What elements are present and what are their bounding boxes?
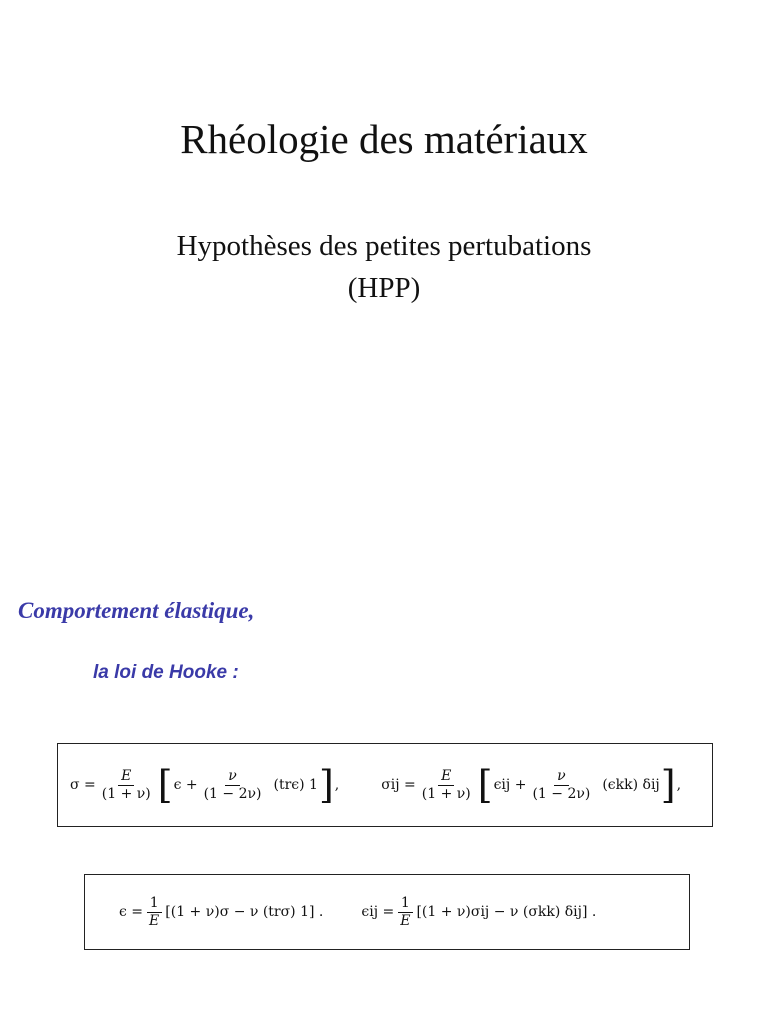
fraction-numerator: 1 (398, 895, 413, 913)
strain-tensor-equation (119, 895, 323, 930)
fraction-numerator: ν (225, 768, 240, 786)
subtitle-line-2: (HPP) (347, 272, 421, 304)
eq-lhs: ϵij = (361, 904, 395, 920)
fraction-numerator: E (438, 768, 454, 786)
stress-index-equation (381, 763, 682, 807)
eq-body: [(1 + ν)σ − ν (trσ) 1] . (165, 904, 324, 920)
eq-lhs: ϵ = (119, 904, 144, 920)
fraction-numerator: ν (554, 768, 569, 786)
bracket-open: [ (157, 763, 173, 807)
eq-end: , (676, 777, 682, 793)
subtitle-line-1: Hypothèses des petites pertubations (176, 230, 592, 262)
fraction-numerator: 1 (147, 895, 162, 913)
fraction-denominator: (1 − 2ν) (203, 785, 262, 802)
fraction (146, 895, 162, 930)
fraction (201, 768, 265, 803)
fraction (529, 768, 593, 803)
fraction (397, 895, 413, 930)
eq-term: ϵ + (173, 777, 198, 793)
strain-index-equation (361, 895, 596, 930)
section-heading: Comportement élastique, (18, 598, 255, 623)
fraction-numerator: E (118, 768, 134, 786)
slide-title: Rhéologie des matériaux (180, 116, 588, 162)
fraction-denominator: E (149, 912, 160, 929)
bracket-close: ] (660, 763, 676, 807)
hooke-stress-box (57, 743, 713, 827)
stress-tensor-equation (70, 763, 340, 807)
eq-lhs: σij = (381, 777, 416, 793)
eq-lhs: σ = (70, 777, 96, 793)
fraction-denominator: (1 + ν) (101, 785, 151, 802)
bracket-close: ] (318, 763, 334, 807)
eq-term: (trϵ) 1 (273, 777, 318, 793)
fraction-denominator: E (400, 912, 411, 929)
fraction-denominator: (1 − 2ν) (532, 785, 591, 802)
subsection-heading: la loi de Hooke : (93, 662, 239, 683)
bracket-open: [ (477, 763, 493, 807)
eq-term: ϵij + (493, 777, 527, 793)
eq-body: [(1 + ν)σij − ν (σkk) δij] . (416, 904, 597, 920)
fraction-denominator: (1 + ν) (421, 785, 471, 802)
eq-end: , (334, 777, 340, 793)
slide-subtitle (0, 225, 768, 309)
fraction (99, 768, 154, 803)
hooke-strain-box (84, 874, 690, 950)
eq-term: (ϵkk) δij (602, 777, 660, 793)
fraction (419, 768, 474, 803)
